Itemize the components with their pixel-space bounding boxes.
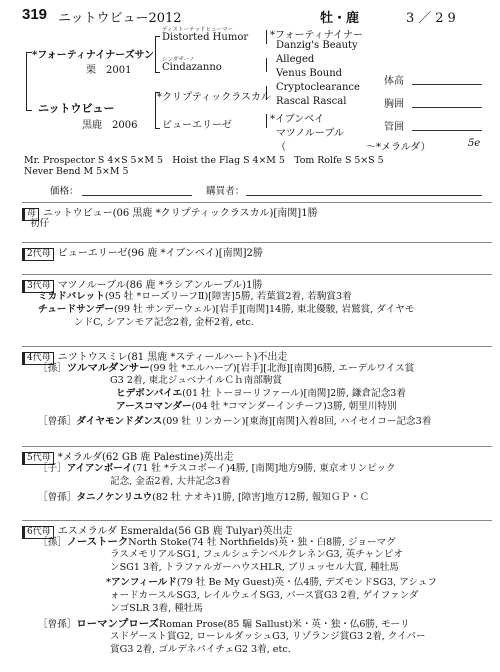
- height-label: 体高: [384, 76, 404, 87]
- g4-3: Alleged: [276, 54, 315, 65]
- g6-tag: 6代母: [22, 526, 54, 539]
- g2-tag: 2代母: [22, 248, 54, 261]
- chest-label: 胸囲: [384, 99, 404, 110]
- sire-info: 栗 2001: [86, 65, 132, 76]
- dam-line: ニットウビュー(06 黒鹿 *クリプティックラスカル)[南関]1勝: [43, 208, 318, 219]
- sex-color: 牡・鹿: [320, 11, 360, 26]
- sire-sire-ruby: ディストーテッドヒューマー: [162, 27, 234, 33]
- catalog-number: 319: [22, 6, 48, 23]
- g6-grandchild-2: *アンフィールド(79 牡 Be My Guest)英・仏4勝, デズモンドSG3, アシュフ: [106, 577, 437, 588]
- g4-great-grandchild-1: ［曾孫］ダイヤモンドダンス(09 牡 リンカーン)[東海][南関]入着8回, ハイセイコー記念3着: [38, 416, 432, 427]
- g4-6: Rascal Rascal: [276, 96, 347, 107]
- g5-child-1-cont: 記念, 金盃2着, 大井記念3着: [110, 476, 231, 487]
- g6-grandchild-1: ［孫］ノーストークNorth Stoke(74 牡 Northfields)英・独・白8勝, ジョーマグ: [38, 536, 396, 548]
- cannon-label: 管囲: [384, 122, 404, 133]
- g5-tag: 5代母: [22, 452, 54, 465]
- g4-grandchild-3: アースコマンダー(04 牡 *コマンダーインチーフ)3勝, 朝里川特別: [116, 401, 397, 412]
- sire-dam: Cindazanno: [162, 62, 222, 73]
- dam-note: 初仔: [30, 218, 50, 229]
- g4-7: *イブンベイ: [270, 114, 325, 125]
- g6-grandchild-1-cont-1: ラスメモリアルSG1, フュルシュテンベルクレネンG3, 英チャンピオ: [110, 549, 403, 560]
- g3-child-2-cont: ンドC, シアンモア記念2着, 金杯2着, etc.: [74, 317, 254, 328]
- foaling-date: 3／29: [406, 11, 460, 26]
- sire-name: *フォーティナイナーズサン: [32, 50, 155, 61]
- g5-line: *メラルダ(62 GB 鹿 Palestine)英出走: [57, 452, 234, 463]
- dam-dam: ビューエリーゼ: [162, 120, 232, 131]
- dam-name: ニットウビュー: [38, 102, 115, 115]
- sire-sire: Distorted Humor: [162, 32, 249, 43]
- sire-dam-ruby: シンダザーノ: [162, 57, 195, 63]
- g4-5: Cryptoclearance: [276, 82, 360, 93]
- g4-8: マツノルーブル: [276, 128, 344, 139]
- g5-great-grandchild-1: ［曾孫］タニノケンリユウ(82 牡 ナオキ)1勝, [障害]地方12勝, 報知ＧＰ・Ｃ: [38, 492, 370, 503]
- g4-4: Venus Bound: [276, 68, 343, 79]
- g3-child-2: チュードサンデー(99 牡 サンデーウェル)[岩手][南関]14勝, 東北優駿, 岩鷲賞, ダイヤモ: [38, 304, 415, 315]
- g4-note: （ ～*メラルダ）: [276, 142, 431, 153]
- cannon-field[interactable]: [412, 130, 482, 131]
- price-label: 価格：: [50, 186, 79, 197]
- g5-child-1: ［子］アイアンボーイ(71 牡 *テスコボーイ)4勝, [南関]地方9勝, 東京オリンピック: [38, 463, 396, 474]
- g4-line: ニツトウスミレ(81 黒鹿 *スティールハート)不出走: [57, 352, 288, 363]
- inbreeding-line-2: Never Bend M 5×M 5: [24, 166, 129, 177]
- g4-2: Danzig's Beauty: [276, 40, 358, 51]
- dam-tag: 母: [22, 208, 39, 221]
- g2-line: ビューエリーゼ(96 鹿 *イブンベイ)[南関]2勝: [57, 248, 263, 259]
- g6-grandchild-2-cont-1: ォードカースルSG3, レイルウェイSG3, パース賞G3 2着, ゲイファンダ: [110, 590, 419, 601]
- g6-grandchild-2-cont-2: ンゴSLR 3着, 種牡馬: [110, 603, 203, 614]
- g3-line: マツノルーブル(86 鹿 *ラシアンルーブル)1勝: [57, 280, 263, 291]
- dam-info: 黒鹿 2006: [82, 120, 138, 131]
- g4-grandchild-1: ［孫］ツルマルダンサー(99 牡 *エルハーブ)[岩手][北海][南関]6勝, エーデルワイス賞: [38, 362, 415, 374]
- horse-name: ニットウビュー2012: [58, 11, 182, 26]
- g3-tag: 3代母: [22, 280, 54, 293]
- buyer-field[interactable]: [246, 195, 482, 196]
- g6-great-grandchild-1: ［曾孫］ローマンプローズRoman Prose(85 騸 Sallust)米・英・独・仏6勝, モーリ: [38, 618, 410, 630]
- g4-grandchild-1-cont: G3 2着, 東北ジュベナイルＣｈ南部駒賞: [110, 375, 283, 386]
- height-field[interactable]: [412, 84, 482, 85]
- g6-grandchild-1-cont-2: ンSG1 3着, トラファルガーハウスHLR, ブリュッセル大賞, 種牡馬: [110, 562, 399, 573]
- dam-sire: *クリプティックラスカル: [157, 92, 271, 103]
- g6-great-grandchild-1-cont-1: スドゲースト賞G2, ローレルダッシュG3, リゾランジ賞G3 2着, クイパー: [110, 631, 426, 642]
- buyer-label: 購買者：: [206, 186, 245, 197]
- chest-field[interactable]: [412, 107, 482, 108]
- g4-1: *フォーティナイナー: [270, 30, 363, 41]
- g2-section: [22, 242, 492, 261]
- family-number: 5e: [468, 138, 481, 149]
- g3-child-1: ミカドバレット(95 牡 *ローズリーフⅡ)[障害]5勝, 若葉賞2着, 若駒賞3着: [38, 291, 352, 302]
- g6-line: エスメラルダ Esmeralda(56 GB 鹿 Tulyar)英出走: [57, 526, 293, 537]
- g4-tag: 4代母: [22, 352, 54, 365]
- price-field[interactable]: [82, 195, 192, 196]
- dam-section: [22, 202, 492, 221]
- g4-grandchild-2: ヒデボンバイエ(01 牡 トーヨーリファール)[南関]2勝, 鎌倉記念3着: [116, 388, 406, 399]
- g6-great-grandchild-1-cont-2: 賞G3 2着, ゴルデネパイチェG2 3着, etc.: [110, 644, 291, 655]
- inbreeding-line-1: Mr. Prospector S 4×S 5×M 5 Hoist the Flag S 4×M 5 Tom Rolfe S 5×S 5: [24, 155, 384, 166]
